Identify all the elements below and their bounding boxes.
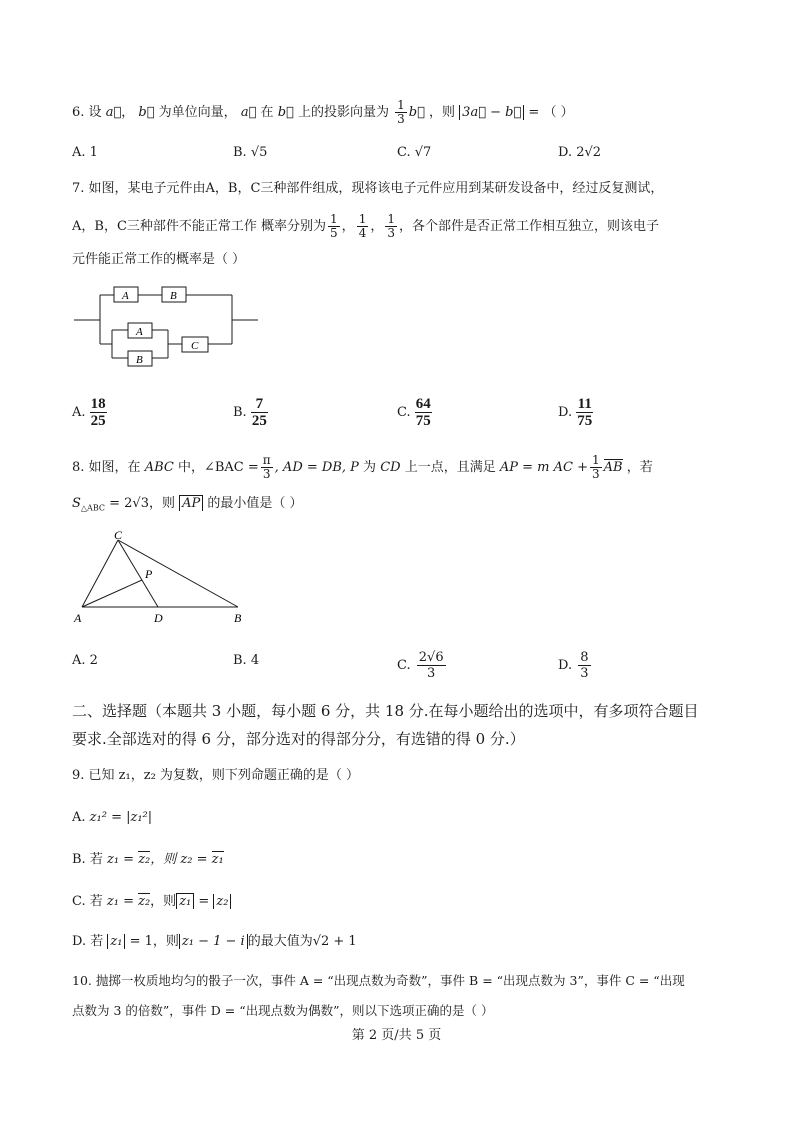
- q6-option-c-value: √7: [414, 145, 432, 160]
- q8-line-2: [72, 494, 303, 519]
- q8-option-d-frac: [578, 650, 590, 681]
- q9-option-b-conj-z2: z₂: [138, 852, 151, 867]
- q7-option-c-den: 75: [415, 413, 431, 429]
- q8-option-c-frac: [417, 650, 446, 681]
- q9-option-a-expr: z₁² = |z₁²|: [89, 810, 153, 825]
- q7-circuit-diagram: [72, 282, 262, 372]
- q8-pi-num: π: [262, 453, 271, 467]
- q6-option-b[interactable]: [233, 143, 267, 163]
- q9-option-c-label: C. 若: [72, 894, 103, 909]
- q7-frac-2-den: 4: [358, 226, 367, 240]
- q7-option-d-label: D.: [558, 405, 573, 420]
- q6-stem: 6. 设: [72, 105, 102, 120]
- q9-option-d-part-1: = 1，则: [125, 934, 179, 949]
- triangle-label-c: C: [114, 528, 123, 542]
- q7-option-a-frac: [90, 396, 107, 429]
- q9-option-d-label: D. 若: [72, 934, 104, 949]
- q7-option-a-label: A.: [72, 405, 86, 420]
- q7-frac-1-den: 5: [330, 226, 338, 240]
- circuit-label-bottom-b: B: [136, 354, 143, 366]
- q7-option-c-label: C.: [397, 405, 411, 420]
- q7-option-b-num: 7: [251, 396, 268, 413]
- q9-option-c-eq: =: [194, 894, 214, 909]
- q9-option-d[interactable]: [72, 932, 357, 952]
- triangle-label-b: B: [234, 611, 242, 625]
- q8-ab-frac-den: 3: [592, 467, 600, 481]
- q9-option-c-conj-z2: z₂: [138, 894, 151, 909]
- q7-frac-1-num: 1: [330, 212, 338, 226]
- q8-option-b[interactable]: B. 4: [233, 653, 260, 668]
- q6-vec-a: a⃗: [105, 105, 122, 120]
- q9-option-c-part-2: ，则: [150, 894, 177, 909]
- q8-area-sub: △ABC: [80, 503, 105, 513]
- q7-option-d[interactable]: [558, 396, 593, 429]
- q6-stem-c: 在: [260, 105, 274, 120]
- q9-option-c[interactable]: [72, 892, 231, 912]
- circuit-label-top-a: A: [122, 290, 129, 302]
- q7-line-2a: A，B，C三种部件不能正常工作 概率分别为: [72, 219, 327, 234]
- q7-frac-3-num: 1: [387, 212, 395, 226]
- q9-option-b-part-1: z₁ =: [106, 852, 139, 867]
- question-6: [72, 99, 574, 126]
- q8-line-2b: = 2√3，则: [104, 496, 175, 511]
- q9-option-d-part-2: 的最大值为: [247, 934, 313, 949]
- circuit-label-c: C: [191, 340, 199, 352]
- q9-option-b-conj-z1: z₁: [211, 852, 224, 867]
- q8-ab-frac-num: 1: [592, 453, 600, 467]
- q8-line-1e: 上一点，且满足: [404, 460, 496, 475]
- q6-option-a[interactable]: [72, 143, 98, 163]
- section-2-heading-line-2: 要求.全部选对的得 6 分，部分选对的得部分分，有选错的得 0 分.）: [72, 730, 525, 748]
- q8-option-d-den: 3: [580, 666, 589, 681]
- q7-line-2b: ，各个部件是否正常工作相互独立，则该电子: [398, 219, 659, 234]
- q6-stem-d: 上的投影向量为: [297, 105, 389, 120]
- circuit-label-top-b: B: [170, 290, 177, 302]
- q6-frac-den: 3: [397, 112, 405, 126]
- q8-line-1d: 为: [363, 460, 377, 475]
- q6-stem-b: 为单位向量，: [158, 105, 237, 120]
- q9-option-c-part-1: z₁ =: [106, 894, 139, 909]
- q6-option-c[interactable]: [397, 143, 431, 163]
- q8-option-d-num: 8: [580, 650, 589, 665]
- section-2-heading-line-1: 二、选择题（本题共 3 小题，每小题 6 分，共 18 分.在每小题给出的选项中，有多项符合题目: [72, 702, 699, 720]
- q8-line-1c: , AD = DB, P: [274, 460, 359, 475]
- triangle-label-d: D: [154, 611, 163, 625]
- q7-option-b[interactable]: [233, 396, 268, 429]
- q9-option-b[interactable]: [72, 850, 224, 870]
- q8-area-s: S: [72, 496, 81, 511]
- q7-option-b-den: 25: [251, 413, 267, 429]
- q7-frac-2-num: 1: [358, 212, 367, 226]
- q9-option-d-value: √2 + 1: [312, 934, 357, 949]
- q7-frac-3: [385, 213, 397, 240]
- q6-fraction: [395, 99, 407, 126]
- q9-option-a[interactable]: [72, 808, 152, 828]
- q8-ab: AB: [603, 460, 623, 475]
- q7-option-c-num: 64: [415, 396, 431, 412]
- q7-option-b-label: B.: [233, 405, 247, 420]
- q6-vec-b-2: b⃗: [277, 105, 294, 120]
- page-footer: 第 2 页/共 5 页: [351, 1028, 442, 1043]
- q8-option-c-label: C.: [397, 658, 411, 673]
- q8-vector-eq: AP = m AC +: [499, 460, 588, 475]
- q8-abs-ap: AP: [179, 495, 203, 511]
- q8-line-1b: 中，∠BAC =: [177, 460, 259, 475]
- q6-option-c-label: C.: [397, 145, 411, 160]
- q10-line-1: 10. 抛掷一枚质地均匀的骰子一次，事件 A = “出现点数为奇数”，事件 B = “出现点数为 3”，事件 C = “出现: [72, 973, 685, 988]
- triangle-segment-ap: [82, 580, 142, 607]
- q6-option-b-value: √5: [250, 145, 268, 160]
- triangle-side-ac: [82, 540, 118, 607]
- q8-option-c[interactable]: [397, 650, 448, 681]
- q10-line-2: 点数为 3 的倍数”，事件 D = “出现点数为偶数”，则以下选项正确的是（ ）: [72, 1003, 494, 1018]
- q8-cd: CD: [380, 460, 401, 475]
- q6-stem-e: ，则: [429, 105, 456, 120]
- q6-frac-num: 1: [397, 98, 405, 112]
- q7-option-c[interactable]: [397, 396, 432, 429]
- q7-option-b-frac: [251, 396, 268, 429]
- q7-frac-2: [357, 213, 369, 240]
- q6-vec-a-2: a⃗: [240, 105, 257, 120]
- q7-line-3: 元件能正常工作的概率是（ ）: [72, 252, 246, 267]
- q7-option-a[interactable]: [72, 396, 107, 429]
- q8-line-1f: ，若: [626, 460, 653, 475]
- triangle-label-a: A: [74, 611, 82, 625]
- q9-option-c-abs-z2: z₂: [213, 894, 231, 909]
- q6-option-d-value: 2√2: [576, 145, 602, 160]
- q7-option-c-frac: [415, 396, 432, 429]
- q9-option-a-label: A.: [72, 810, 86, 825]
- q6-option-b-label: B.: [233, 145, 247, 160]
- q9-option-d-abs-expr: z₁ − 1 − i: [179, 934, 248, 949]
- q6-sep: ，: [121, 105, 135, 120]
- q8-ab-frac: [590, 454, 602, 481]
- q7-line-1: 7. 如图，某电子元件由A，B，C三种部件组成，现将该电子元件应用到某研发设备中，经过反复测试，: [72, 181, 664, 196]
- q7-option-a-den: 25: [90, 413, 106, 429]
- q6-vec-b-3: b⃗: [408, 105, 425, 120]
- q6-option-a-label: A. 1: [72, 145, 98, 160]
- circuit-label-bottom-a: A: [136, 326, 143, 338]
- q9-option-b-label: B. 若: [72, 852, 103, 867]
- q8-line-1a: 8. 如图，在: [72, 460, 141, 475]
- q8-option-d[interactable]: [558, 650, 593, 681]
- q7-option-d-num: 11: [577, 396, 592, 412]
- q7-option-a-num: 18: [90, 396, 106, 412]
- q7-option-d-frac: [576, 396, 593, 429]
- q6-option-d[interactable]: [558, 143, 601, 163]
- q7-option-d-den: 75: [577, 413, 593, 429]
- q8-option-a[interactable]: A. 2: [72, 653, 98, 668]
- q8-pi-frac: [261, 454, 273, 481]
- q8-line-2c: 的最小值是（ ）: [207, 496, 303, 511]
- q9-stem: 9. 已知 z₁，z₂ 为复数，则下列命题正确的是（ ）: [72, 768, 360, 783]
- q9-option-d-abs-z1: z₁: [107, 934, 125, 949]
- triangle-label-p: P: [145, 567, 153, 581]
- q6-option-d-label: D.: [558, 145, 573, 160]
- q7-frac-3-den: 3: [387, 226, 395, 240]
- triangle-side-cb: [118, 540, 238, 607]
- q6-stem-f: = （ ）: [528, 105, 574, 120]
- q8-line-1: [72, 454, 653, 481]
- q8-option-c-den: 3: [427, 666, 436, 681]
- q9-option-b-part-2: ，则 z₂ =: [150, 852, 212, 867]
- q7-frac-1: [328, 213, 340, 240]
- q9-option-c-abs-z1: z₁: [176, 893, 194, 909]
- q8-triangle-name: ABC: [144, 460, 174, 475]
- q6-vec-b: b⃗: [138, 105, 155, 120]
- q8-triangle-diagram: [70, 528, 260, 628]
- q8-option-c-num: 2√6: [418, 650, 444, 665]
- q7-line-2: A，B，C三种部件不能正常工作 概率分别为 $\frac{1}{5}$ ， $\frac{1}{4}$ ， $\frac{1}{3}$ ，各个部件是否正常工作相互独立，则该电子: [72, 212, 659, 240]
- q8-option-d-label: D.: [558, 658, 573, 673]
- q6-abs-expr: 3a⃗ − b⃗: [459, 105, 524, 120]
- q8-pi-den: 3: [262, 467, 271, 481]
